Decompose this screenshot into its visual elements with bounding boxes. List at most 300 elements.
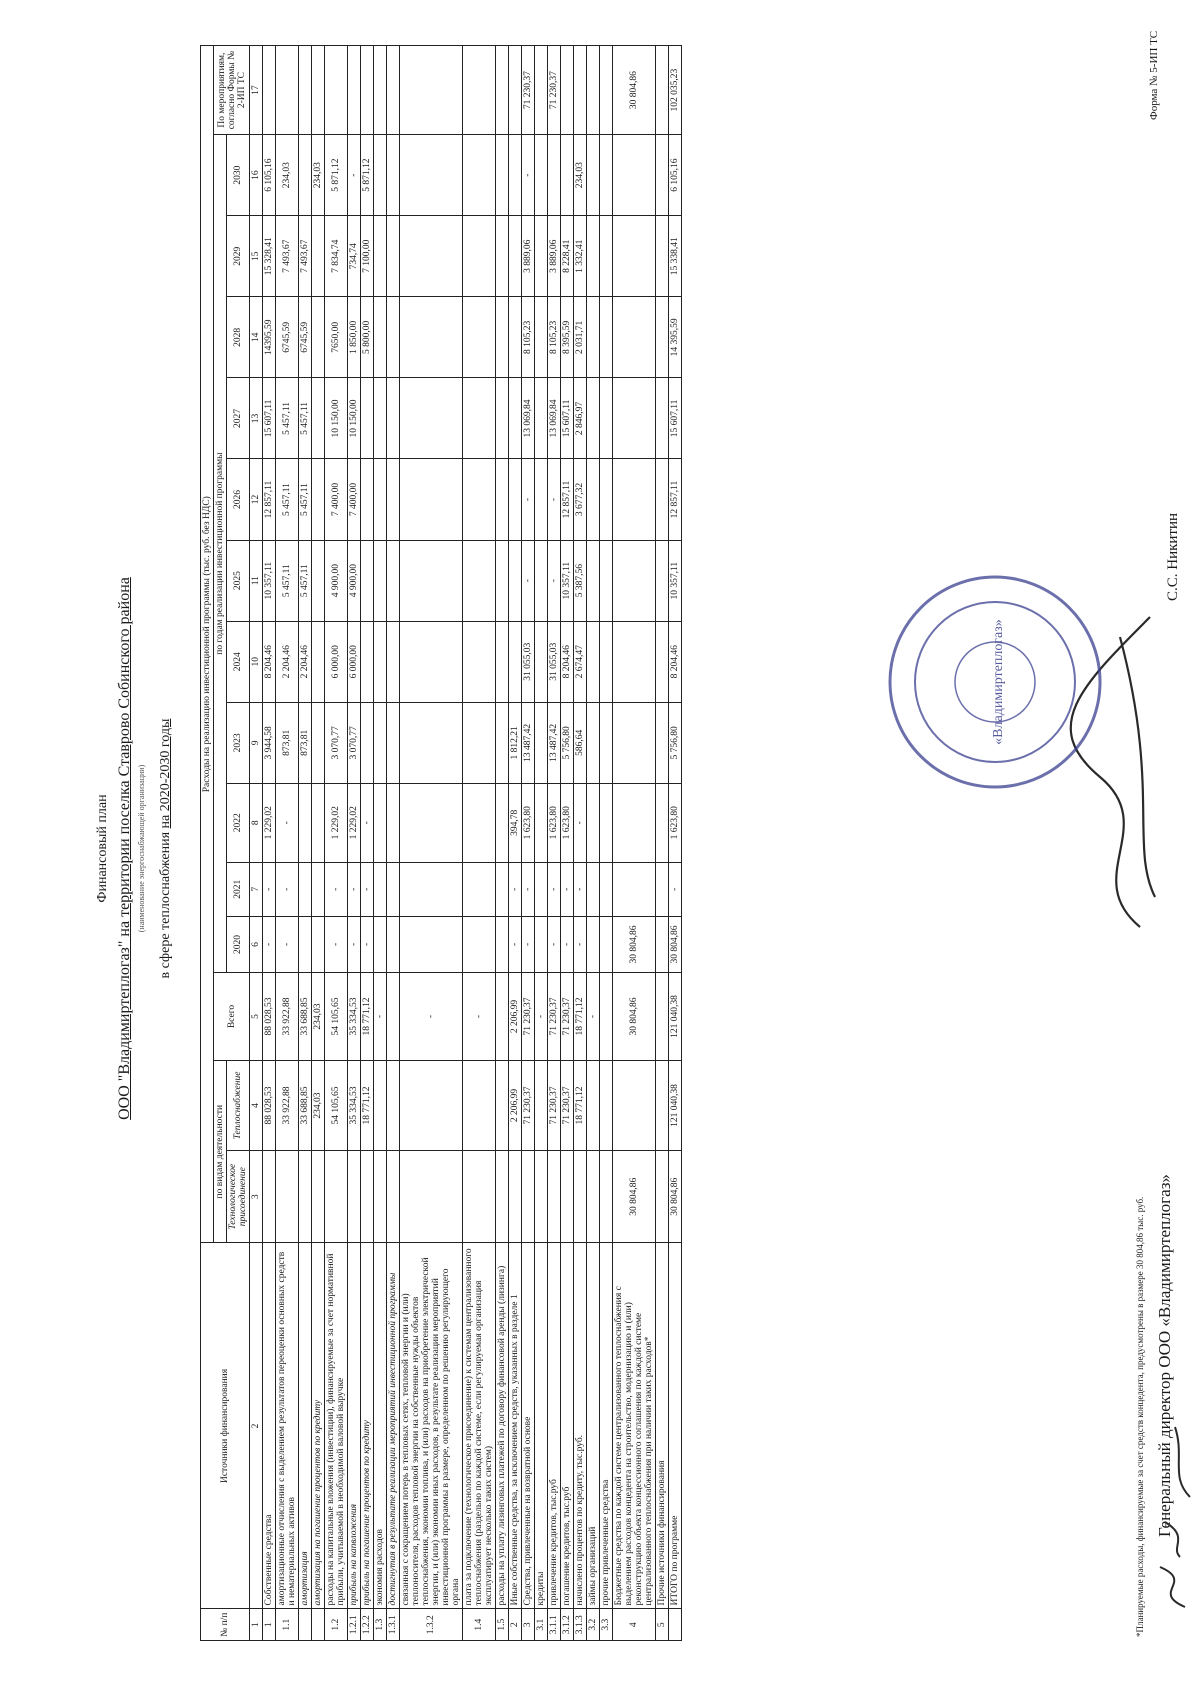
row-extra-cell: 30 804,86 [613,46,656,135]
row-year-cell [387,702,400,783]
row-year-cell: 1 623,80 [522,783,535,862]
row-year-cell [312,783,325,862]
row-year-cell [600,297,613,378]
row-year-cell: - [548,459,561,540]
row-heat-cell: 88 028,53 [263,1060,276,1150]
handwritten-initials-signature [1140,1417,1200,1617]
row-year-cell [361,540,374,621]
row-heat-cell: 71 230,37 [522,1060,535,1150]
row-number-cell: 3.1.1 [548,1609,561,1641]
row-source-cell: прибыль на погашение процентов по кредиту [361,1243,374,1609]
row-year-cell [387,378,400,459]
row-year-cell [509,135,522,216]
row-year-cell: 7 400,00 [348,459,361,540]
row-heat-cell [496,1060,509,1150]
row-year-cell: 1 229,02 [348,783,361,862]
row-year-cell: - [574,783,587,862]
row-year-cell [600,459,613,540]
row-year-cell: - [276,916,299,972]
row-year-cell [463,621,496,702]
column-index-cell: 12 [250,459,263,540]
row-year-cell: - [348,862,361,916]
row-year-cell: 5 457,11 [276,378,299,459]
row-tech-cell [535,1151,548,1243]
row-source-cell: начислено процентов по кредиту, тыс.руб. [574,1243,587,1609]
table-row [325,46,348,1641]
row-source-cell: Бюджетные средства по каждой системе централизованного теплоснабжения с выделением расходов концедента на строительство, модернизацию и (или) реконструкцию объекта концессионного соглашения по каждой системе централизованного теплоснабжения при наличии таких расходов* [613,1243,656,1609]
row-year-cell: 3 944,58 [263,702,276,783]
row-year-cell [387,216,400,297]
year-header-2023: 2023 [227,702,250,783]
row-heat-cell: 71 230,37 [561,1060,574,1150]
row-total-cell: 30 804,86 [613,973,656,1061]
row-year-cell [535,216,548,297]
sphere-prefix: в сфере теплоснабжения [158,828,173,979]
row-number-cell [299,1609,312,1641]
row-year-cell [374,297,387,378]
row-source-cell: расходы на уплату лизинговых платежей по договору финансовой аренды (лизинга) [496,1243,509,1609]
row-year-cell [387,135,400,216]
column-index-cell: 14 [250,297,263,378]
row-year-cell [587,297,600,378]
row-year-cell [400,862,463,916]
row-year-cell: 5 387,56 [574,540,587,621]
row-year-cell [600,702,613,783]
column-index-cell: 10 [250,621,263,702]
row-year-cell: 1 850,00 [348,297,361,378]
row-year-cell: 234,03 [312,135,325,216]
row-tech-cell [522,1151,535,1243]
row-total-cell: 54 105,65 [325,973,348,1061]
row-number-cell: 1.2.2 [361,1609,374,1641]
row-year-cell [463,702,496,783]
row-year-cell: - [574,862,587,916]
year-header-2028: 2028 [227,297,250,378]
row-extra-cell [263,46,276,135]
column-index-row [250,46,263,1641]
row-year-cell [463,540,496,621]
row-year-cell: 8 204,46 [263,621,276,702]
company-seal [880,567,1110,797]
plan-sphere [158,0,174,1697]
row-total-cell: 121 040,38 [669,973,682,1061]
row-heat-cell [613,1060,656,1150]
row-tech-cell [374,1151,387,1243]
row-year-cell: 1 229,02 [325,783,348,862]
table-row [561,46,574,1641]
row-year-cell: 8 204,46 [669,621,682,702]
row-year-cell: 5 457,11 [299,378,312,459]
row-year-cell: - [263,916,276,972]
row-year-cell: 13 487,42 [548,702,561,783]
row-year-cell: 586,64 [574,702,587,783]
row-source-cell: кредиты [535,1243,548,1609]
year-header-2030: 2030 [227,135,250,216]
row-year-cell: - [522,862,535,916]
row-year-cell [600,135,613,216]
row-year-cell [613,459,656,540]
row-year-cell: - [669,862,682,916]
row-year-cell: 8 228,41 [561,216,574,297]
footnote: *Планируемые расходы, финансируемые за счет средств концедента, предусмотрены в размере 30 804,86 тыс. руб. [1135,1196,1145,1637]
row-year-cell: 31 055,03 [548,621,561,702]
row-year-cell [509,621,522,702]
row-year-cell: 5 871,12 [361,135,374,216]
row-number-cell: 1.3 [374,1609,387,1641]
table-row [387,46,400,1641]
row-year-cell [299,862,312,916]
table-row [548,46,561,1641]
row-tech-cell [400,1151,463,1243]
row-source-cell: амортизация [299,1243,312,1609]
row-heat-cell: 234,03 [312,1060,325,1150]
form-label: Форма № 5-ИП ТС [1148,30,1160,120]
row-year-cell: - [522,916,535,972]
row-year-cell: - [276,862,299,916]
row-year-cell: 12 857,11 [669,459,682,540]
year-header-2022: 2022 [227,783,250,862]
row-year-cell [509,378,522,459]
row-year-cell [374,862,387,916]
row-year-cell: 15 607,11 [561,378,574,459]
row-year-cell [400,702,463,783]
row-extra-cell [325,46,348,135]
row-year-cell: 873,81 [299,702,312,783]
row-heat-cell [387,1060,400,1150]
row-year-cell: 1 229,02 [263,783,276,862]
row-year-cell [463,378,496,459]
row-total-cell [496,973,509,1061]
row-source-cell: амортизация на погашение процентов по кредиту [312,1243,325,1609]
row-heat-cell: 71 230,37 [548,1060,561,1150]
row-extra-cell [387,46,400,135]
row-year-cell: 7 400,00 [325,459,348,540]
row-year-cell [535,540,548,621]
row-tech-cell: 30 804,86 [669,1151,682,1243]
row-heat-cell: 121 040,38 [669,1060,682,1150]
row-year-cell: 30 804,86 [613,916,656,972]
row-year-cell: 7 493,67 [276,216,299,297]
column-index-cell: 11 [250,540,263,621]
row-year-cell [312,621,325,702]
row-extra-cell [400,46,463,135]
row-extra-cell [312,46,325,135]
row-year-cell [312,916,325,972]
row-total-cell: 2 206,99 [509,973,522,1061]
row-year-cell: 1 812,21 [509,702,522,783]
row-year-cell: 234,03 [276,135,299,216]
row-year-cell: - [522,135,535,216]
table-row [600,46,613,1641]
row-source-cell: Прочие источники финансирования [656,1243,669,1609]
row-year-cell [656,297,669,378]
row-heat-cell: 2 206,99 [509,1060,522,1150]
row-year-cell [463,459,496,540]
row-total-cell: 33 688,85 [299,973,312,1061]
col-by-years-header: по годам реализации инвестиционной программы [214,135,227,973]
row-year-cell [400,216,463,297]
row-total-cell: 18 771,12 [574,973,587,1061]
row-year-cell: 2 204,46 [299,621,312,702]
row-year-cell [587,783,600,862]
row-heat-cell: 18 771,12 [574,1060,587,1150]
row-year-cell [312,540,325,621]
row-extra-cell [509,46,522,135]
row-year-cell [656,459,669,540]
row-total-cell: 18 771,12 [361,973,374,1061]
row-year-cell [463,135,496,216]
row-source-cell: прочие привлеченные средства [600,1243,613,1609]
row-year-cell: 6745,59 [299,297,312,378]
row-year-cell: 2 031,71 [574,297,587,378]
row-year-cell [400,297,463,378]
row-tech-cell [348,1151,361,1243]
row-year-cell [656,135,669,216]
row-year-cell: 7 493,67 [299,216,312,297]
row-year-cell [299,916,312,972]
row-extra-cell [535,46,548,135]
row-year-cell [312,862,325,916]
row-year-cell [535,459,548,540]
row-year-cell: - [561,862,574,916]
row-year-cell [463,216,496,297]
table-row [509,46,522,1641]
row-year-cell: 1 623,80 [561,783,574,862]
row-year-cell [613,540,656,621]
row-year-cell: - [361,862,374,916]
row-source-cell: привлечение кредитов, тыс.руб [548,1243,561,1609]
row-year-cell [496,297,509,378]
row-year-cell: 5 457,11 [276,459,299,540]
row-year-cell: 6 105,16 [263,135,276,216]
row-number-cell: 3.1.3 [574,1609,587,1641]
row-tech-cell [276,1151,299,1243]
row-source-cell: Средства, привлеченные на возвратной основе [522,1243,535,1609]
table-row [535,46,548,1641]
row-year-cell [535,916,548,972]
financial-plan-table [200,45,682,1641]
row-year-cell [463,783,496,862]
row-year-cell [656,540,669,621]
row-year-cell: 8 395,59 [561,297,574,378]
row-tech-cell [587,1151,600,1243]
row-source-cell: экономия расходов [374,1243,387,1609]
row-extra-cell [561,46,574,135]
row-total-cell: - [374,973,387,1061]
row-source-cell: амортизационные отчисления с выделением результатов переоценки основных средств и нематериальных активов [276,1243,299,1609]
column-index-cell: 4 [250,1060,263,1150]
signatory-position: Генеральный директор ООО «Владимиртеплогаз» [1155,1174,1174,1537]
row-source-cell: плата за подключение (технологическое присоединение) к системам централизованного теплоснабжения (раздельно по каждой системе, если регулируемая организация эксплуатирует несколько таких систем) [463,1243,496,1609]
row-year-cell: - [325,916,348,972]
row-extra-cell [361,46,374,135]
row-year-cell [613,216,656,297]
row-year-cell [656,378,669,459]
row-year-cell [374,916,387,972]
row-year-cell: 10 150,00 [348,378,361,459]
year-header-2021: 2021 [227,862,250,916]
row-year-cell [561,135,574,216]
row-year-cell [600,378,613,459]
row-year-cell [374,621,387,702]
row-source-cell: достигнутая в результате реализации мероприятий инвестиционной программы [387,1243,400,1609]
row-year-cell [361,378,374,459]
row-year-cell: 873,81 [276,702,299,783]
table-row [276,46,299,1641]
row-year-cell: 15 338,41 [669,216,682,297]
row-number-cell: 1.2 [325,1609,348,1641]
seal-text: «Владимиртеплогаз» [991,619,1006,745]
row-tech-cell [463,1151,496,1243]
row-total-cell [656,973,669,1061]
row-extra-cell: 102 035,23 [669,46,682,135]
row-heat-cell: 54 105,65 [325,1060,348,1150]
row-number-cell [312,1609,325,1641]
table-row [587,46,600,1641]
row-year-cell [374,135,387,216]
column-index-cell: 2 [250,1243,263,1609]
row-heat-cell: 33 688,85 [299,1060,312,1150]
row-year-cell: - [325,862,348,916]
table-row [613,46,656,1641]
row-heat-cell [400,1060,463,1150]
row-heat-cell [535,1060,548,1150]
row-year-cell [374,378,387,459]
row-year-cell [463,297,496,378]
row-year-cell: 4 900,00 [325,540,348,621]
row-year-cell: 10 357,11 [263,540,276,621]
row-heat-cell [374,1060,387,1150]
row-year-cell [312,297,325,378]
row-number-cell: 3 [522,1609,535,1641]
row-tech-cell [548,1151,561,1243]
row-year-cell: 10 150,00 [325,378,348,459]
row-number-cell: 2 [509,1609,522,1641]
row-tech-cell: 30 804,86 [613,1151,656,1243]
row-year-cell [656,621,669,702]
col-heat-header: Теплоснабжение [227,1060,250,1150]
row-year-cell: 6 000,00 [348,621,361,702]
row-total-cell: - [535,973,548,1061]
row-year-cell: 14 395,59 [669,297,682,378]
row-heat-cell: 33 922,88 [276,1060,299,1150]
column-index-cell: 13 [250,378,263,459]
row-year-cell: 5 756,80 [669,702,682,783]
row-year-cell [613,621,656,702]
row-total-cell: 33 922,88 [276,973,299,1061]
row-year-cell [312,378,325,459]
column-index-cell: 16 [250,135,263,216]
row-year-cell: 15 328,41 [263,216,276,297]
year-header-2020: 2020 [227,916,250,972]
year-header-2025: 2025 [227,540,250,621]
row-year-cell [312,216,325,297]
row-year-cell: 5 800,00 [361,297,374,378]
row-tech-cell [574,1151,587,1243]
row-year-cell [600,540,613,621]
row-heat-cell [463,1060,496,1150]
row-year-cell: - [509,862,522,916]
row-year-cell [656,216,669,297]
year-header-2029: 2029 [227,216,250,297]
column-index-cell: 7 [250,862,263,916]
column-index-cell: 15 [250,216,263,297]
row-year-cell: 13 069,84 [548,378,561,459]
row-total-cell: - [463,973,496,1061]
row-total-cell: - [587,973,600,1061]
row-year-cell [496,702,509,783]
column-index-cell: 3 [250,1151,263,1243]
row-year-cell [535,862,548,916]
row-year-cell: 734,74 [348,216,361,297]
row-year-cell [587,916,600,972]
year-header-2026: 2026 [227,459,250,540]
row-year-cell [587,216,600,297]
row-year-cell [587,862,600,916]
year-header-2024: 2024 [227,621,250,702]
column-index-cell: 17 [250,46,263,135]
table-row [263,46,276,1641]
table-row [669,46,682,1641]
row-year-cell [509,540,522,621]
row-source-cell: прибыль на капвложения [348,1243,361,1609]
row-number-cell: 3.1.2 [561,1609,574,1641]
column-index-cell: 1 [250,1609,263,1641]
row-tech-cell [600,1151,613,1243]
row-year-cell: - [263,862,276,916]
col-source-header: Источники финансирования [201,1243,250,1609]
row-year-cell: 10 357,11 [669,540,682,621]
row-year-cell: 6745,59 [276,297,299,378]
row-source-cell: Иные собственные средства, за исключением средств, указанных в разделе 1 [509,1243,522,1609]
row-year-cell [496,216,509,297]
table-row [312,46,325,1641]
row-year-cell [463,862,496,916]
row-extra-cell [600,46,613,135]
row-year-cell: 6 105,16 [669,135,682,216]
row-year-cell [587,135,600,216]
row-extra-cell [299,46,312,135]
row-total-cell: 71 230,37 [548,973,561,1061]
row-tech-cell [561,1151,574,1243]
row-year-cell [400,459,463,540]
row-year-cell [535,783,548,862]
row-year-cell: 14395,59 [263,297,276,378]
row-year-cell: 30 804,86 [669,916,682,972]
row-year-cell: 5 871,12 [325,135,348,216]
row-number-cell: 4 [613,1609,656,1641]
row-heat-cell [656,1060,669,1150]
row-year-cell: 3 889,06 [548,216,561,297]
row-heat-cell: 18 771,12 [361,1060,374,1150]
row-year-cell [312,459,325,540]
row-tech-cell [496,1151,509,1243]
row-year-cell [613,135,656,216]
row-year-cell: - [574,916,587,972]
row-year-cell: - [509,916,522,972]
row-year-cell: 15 607,11 [669,378,682,459]
row-year-cell [400,135,463,216]
row-number-cell: 3.3 [600,1609,613,1641]
row-year-cell [361,621,374,702]
year-header-2027: 2027 [227,378,250,459]
row-year-cell [312,702,325,783]
col-by-activity-header: по видам деятельности [214,1060,227,1242]
row-tech-cell [299,1151,312,1243]
row-year-cell: - [522,540,535,621]
row-year-cell [496,621,509,702]
row-year-cell [587,378,600,459]
